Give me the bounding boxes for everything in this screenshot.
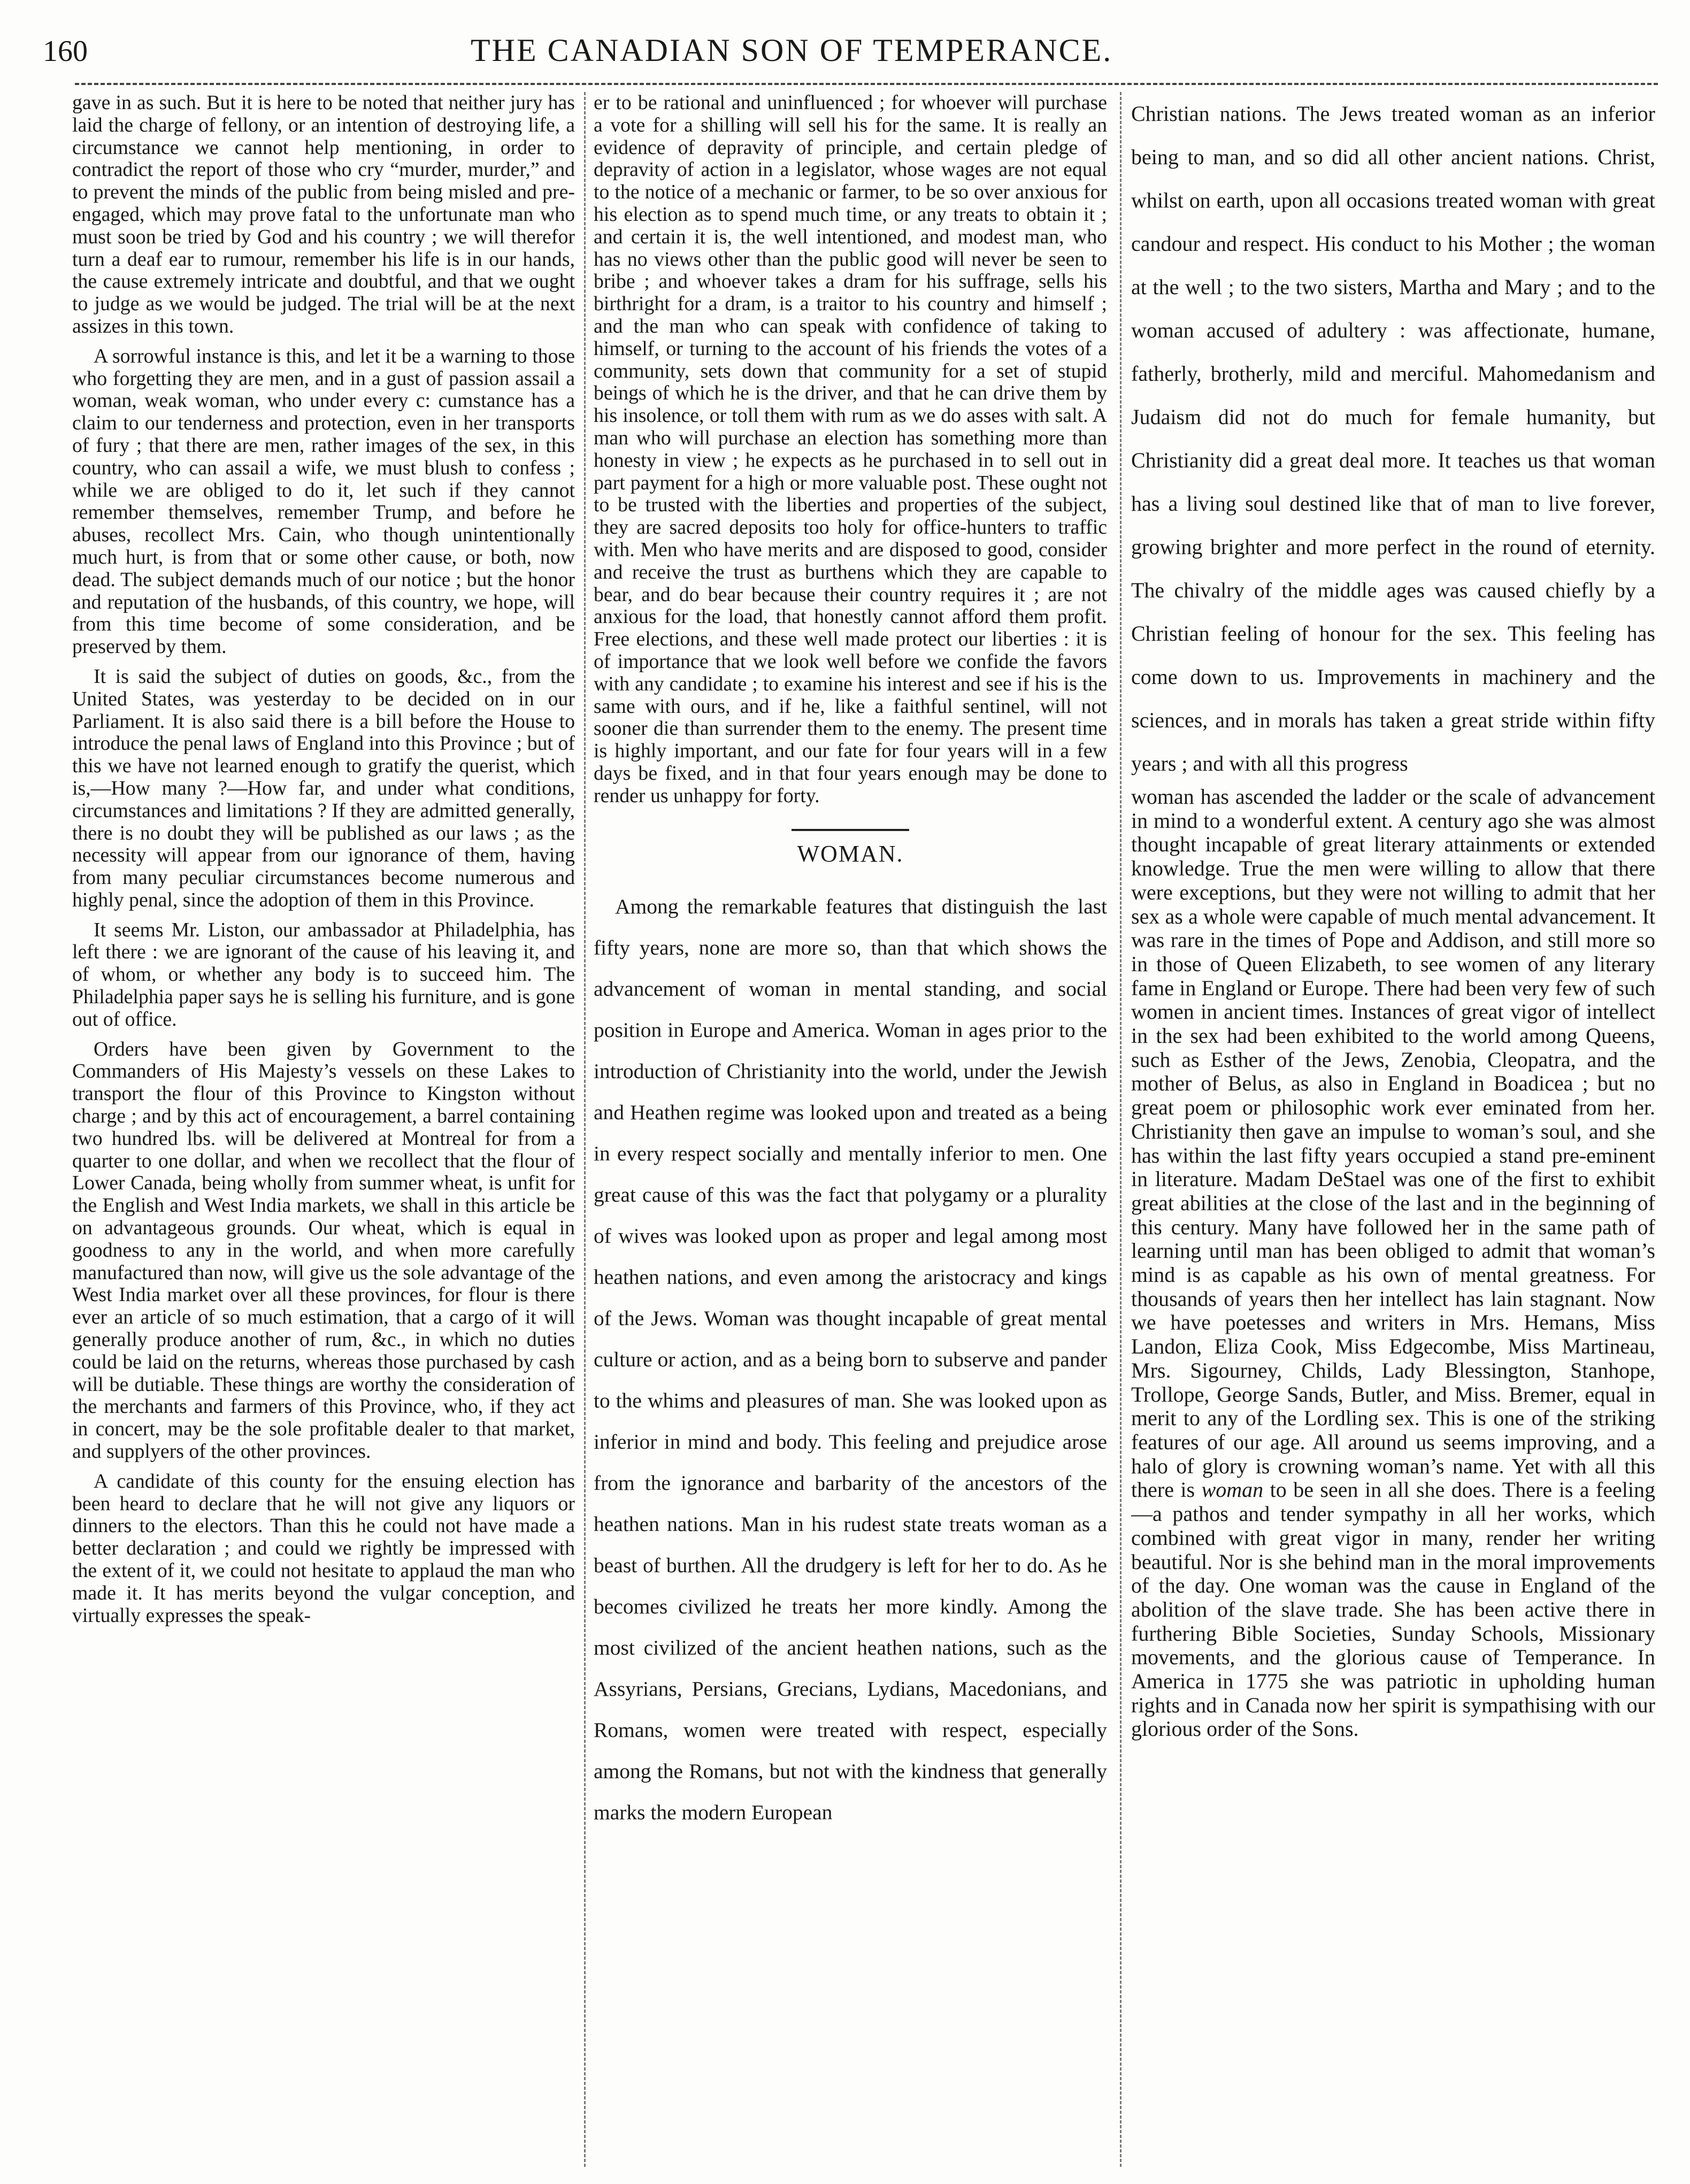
election-article-continued [594, 92, 1107, 808]
woman-heading: WOMAN. [797, 840, 904, 867]
page-number: 160 [43, 35, 88, 68]
paragraph-christian-nations: Christian nations. The Jews treated woman as an inferior being to man, and so did all other ancient nations. Christ, whilst on earth, upon all occasions treated woman with great candour and respect. His conduct to his Mother ; the woman at the well ; to the two sisters, Martha and Mary ; and to the woman accused of adultery : was affectionate, humane, fatherly, brotherly, mild and merciful. Mahomedanism and Judaism did not do much for female humanity, but Christianity did a great deal more. It teaches us that woman has a living soul destined like that of man to live forever, growing brighter and more perfect in the round of eternity. The chivalry of the middle ages was caused chiefly by a Christian feeling of honour for the sex. This feeling has come down to us. Improvements in machinery and the sciences, and in morals has taken a great stride within fifty years ; and with all this progress [1131, 102, 1655, 775]
section-rule [792, 829, 909, 831]
column-divider-1 [584, 92, 586, 2167]
advancement-text-after: to be seen in all she does. There is a feeling—a pathos and tender sympathy in all her works, which combined with great vigor in many, render her writing beautiful. Nor is she behind man in the moral improvements of the day. One woman was the cause in England of the abolition of the slave trade. She has been active there in furthering Bible Societies, Sunday Schools, Missionary movements, and the glorious cause of Temperance. In America in 1775 she was patriotic in upholding human rights and in Canada now her spirit is sympathising with our glorious order of the Sons. [1131, 1478, 1655, 1741]
advancement-text-before: woman has ascended the ladder or the scale of advancement in mind to a wonderful extent. A century ago she was almost thought incapable of great literary attainments or extended knowledge. True the men were willing to allow that there were exceptions, but they were not willing to admit that her sex as a whole were capable of much mental advancement. It was rare in the times of Pope and Addison, and still more so in those of Queen Elizabeth, to see women of any literary fame in England or Europe. There had been very few of such women in ancient times. Instances of great vigor of intellect in the sex had been exhibited to the world among Queens, such as Esther of the Jews, Zenobia, Cleopatra, and the mother of Belus, as also in England in Boadicea ; but no great poem or philosophic work ever eminated from her. Christianity then gave an impulse to woman’s soul, and she has within the last fifty years occupied a stand pre-eminent in literature. Madam DeStael was one of the first to exhibit great abilities at the close of the last and in the beginning of this century. Many have followed her in the same path of learning until man has been obliged to admit that woman’s mind is as capable as his own of mental greatness. For thousands of years then her intellect has lain stagnant. Now we have poetesses and writers in Mrs. Hemans, Miss Landon, Eliza Cook, Miss Edgecombe, Miss Martineau, Mrs. Sigourney, Childs, Lady Blessington, Stanhope, Trollope, George Sands, Butler, and Miss. Bremer, equal in merit to any of the Lordling sex. This is one of the striking features of our age. All around us seems improving, and a halo of glory is crowning woman’s name. Yet with all this there is [1131, 785, 1655, 1502]
column-divider-2 [1120, 92, 1121, 2167]
running-head-title: THE CANADIAN SON OF TEMPERANCE. [471, 33, 1113, 68]
column-3 [1131, 92, 1655, 2162]
woman-article-continued-small [1131, 785, 1655, 1741]
paragraph-woman-intro: Among the remarkable features that distinguish the last fifty years, none are more so, than that which shows the advancement of woman in mental standing, and social position in Europe and America. Woman in ages prior to the introduction of Christianity into the world, under the Jewish and Heathen regime was looked upon and treated as a being in every respect socially and mentally inferior to men. One great cause of this was the fact that polygamy or a plurality of wives was looked upon as proper and legal among most heathen nations, and even among the aristocracy and kings of the Jews. Woman was thought incapable of great mental culture or action, and as a being born to subserve and pander to the whims and pleasures of man. She was looked upon as inferior in mind and body. This feeling and prejudice arose from the ignorance and barbarity of the ancestors of the heathen nations. Man in his rudest state treats woman as a beast of burthen. All the drudgery is left for her to do. As he becomes civilized he treats her more kindly. Among the most civilized of the ancient heathen nations, such as the Assyrians, Persians, Grecians, Lydians, Macedonians, and Romans, women were treated with respect, especially among the Romans, but not with the kindness that generally marks the modern European [594, 895, 1107, 1825]
header-rule [75, 83, 1658, 85]
paragraph-flour-orders: Orders have been given by Government to the Commanders of His Majesty’s vessels on these Lakes to transport the flour of this Province to Kingston without charge ; and by this act of encouragement, a barrel containing two hundred lbs. will be delivered at Montreal for from a quarter to one dollar, and when we recollect that the flour of Lower Canada, being wholly from summer wheat, is unfit for the English and West India markets, we shall in this article be on advantageous grounds. Our wheat, which is equal in goodness to any in the world, and when more carefully manufactured than now, will give us the sole advantage of the West India market over all these provinces, for flour is there ever an article of so much estimation, that a cargo of it will generally produce another of rum, &c., in which no duties could be laid on the returns, whereas those purchased by cash will be dutiable. These things are worthy the consideration of the merchants and farmers of this Province, who, if they act in concert, may be the sole profitable dealer to that market, and supplyers of the other provinces. [72, 1037, 575, 1463]
paragraph-duties-on-goods: It is said the subject of duties on goods, &c., from the United States, was yesterday to be decided on in our Parliament. It is also said there is a bill before the House to introduce the penal laws of England into this Province ; but of this we have not learned enough to gratify the querist, which is,—How many ?—How far, and under what conditions, circumstances and limitations ? If they are admitted generally, there is no doubt they will be published as our laws ; as the necessity will appear from our ignorance of them, having from many peculiar circumstances become numerous and highly penal, since the adoption of them in this Province. [72, 665, 575, 911]
paragraph-trial: gave in as such. But it is here to be noted that neither jury has laid the charge of fellony, or an intention of destroying life, a circumstance we cannot help mentioning, in order to contradict the report of those who cry “murder, murder,” and to prevent the minds of the public from being misled and pre-engaged, which may prove fatal to the unfortunate man who must soon be tried by God and his country ; we will therefor turn a deaf ear to rumour, remember his life is in our hands, the cause extremely intricate and doubtful, and that we ought to judge as we would be judged. The trial will be at the next assizes in this town. [72, 92, 575, 337]
emphasis-woman: woman [1201, 1478, 1264, 1502]
paragraph-sorrowful-instance: A sorrowful instance is this, and let it be a warning to those who forgetting they are men, and in a gust of passion assail a woman, weak woman, who under every c: cumstance has a claim to our tenderness and protection, even in her transports of fury ; that there are men, rather images of the sex, in this country, who can assail a wife, we must blush to confess ; while we are obliged to do it, let such if they cannot remember themselves, remember Trump, and before he abuses, recollect Mrs. Cain, who though unintentionally much hurt, is from that or some other cause, or both, now dead. The subject demands much of our notice ; but the honor and reputation of the husbands, of this country, we hope, will from this time become of some consideration, and be preserved by them. [72, 344, 575, 658]
woman-article-continued-large [1131, 92, 1655, 785]
paragraph-mr-liston: It seems Mr. Liston, our ambassador at Philadelphia, has left there : we are ignorant of the cause of his leaving it, and of whom, or whether any body is to succeed him. The Philadelphia paper says he is selling his furniture, and is gone out of office. [72, 918, 575, 1031]
woman-article [594, 886, 1107, 1833]
column-1 [72, 92, 575, 2162]
column-2 [594, 92, 1107, 2162]
paragraph-advancement [1131, 785, 1655, 1741]
paragraph-candidate: A candidate of this county for the ensuing election has been heard to declare that he will not give any liquors or dinners to the electors. Than this he could not have made a better declaration ; and could we rightly be impressed with the extent of it, we could not hesitate to applaud the man who made it. It has merits beyond the vulgar conception, and virtually expresses the speak- [72, 1470, 575, 1627]
paragraph-election: er to be rational and uninfluenced ; for whoever will purchase a vote for a shilling will sell his for the same. It is really an evidence of depravity of principle, and certain pledge of depravity of action in a legislator, whose wages are not equal to the notice of a mechanic or farmer, to be so over anxious for his election as to spend much time, or any treats to obtain it ; and certain it is, the well intentioned, and modest man, who has no views other than the public good will never be seen to bribe ; and whoever takes a dram for his suffrage, sells his birthright for a dram, is a traitor to his country and himself ; and the man who can speak with confidence of taking to himself, or turning to the account of his friends the votes of a community, sets down that community for a set of stupid beings of which he is the driver, and that he can drive them by his insolence, or toll them with rum as we do asses with salt. A man who will purchase an election has something more than honesty in view ; he expects as he purchased in to sell out in part payment for a high or more valuable post. These ought not to be trusted with the liberties and properties of the subject, they are sacred deposits too holy for office-hunters to traffic with. Men who have merits and are disposed to good, consider and receive the trust as burthens which they are capable to bear, and do bear because their country requires it ; are not anxious for the load, that honestly cannot afford them profit. Free elections, and these well made protect our liberties : it is of importance that we look well before we confide the favors with any candidate ; to examine his interest and see if his is the same with ours, and if he, like a faithful sentinel, will not sooner die than surrender them to the enemy. The present time is highly important, and our fate for four years will in a few days be fixed, and in that four years enough may be done to render us unhappy for forty. [594, 92, 1107, 807]
